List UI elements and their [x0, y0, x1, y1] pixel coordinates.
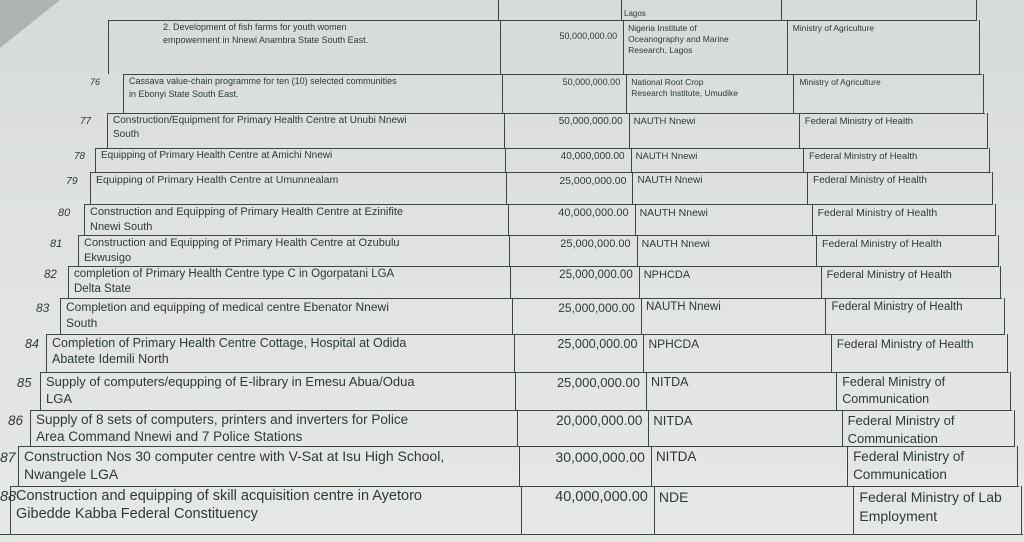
column-divider: [781, 0, 782, 20]
row-number: 84: [25, 337, 39, 351]
row-divider: [90, 172, 991, 173]
project-description: Construction/Equipment for Primary Health Centre at Unubi Nnewi: [113, 115, 407, 126]
supervising-ministry: Federal Ministry of: [847, 413, 955, 428]
column-divider: [836, 372, 837, 410]
column-divider: [998, 235, 999, 266]
column-divider: [626, 74, 627, 113]
project-description: Abatete Idemili North: [52, 352, 169, 366]
column-divider: [629, 113, 630, 148]
column-divider: [995, 204, 996, 235]
project-description: Gibedde Kabba Federal Constituency: [16, 506, 258, 522]
project-description: South: [66, 315, 98, 330]
column-divider: [1004, 298, 1005, 334]
column-divider: [831, 334, 832, 372]
row-number: 76: [90, 77, 101, 87]
row-number: 82: [44, 269, 57, 281]
column-divider: [803, 148, 804, 172]
amount-value: 25,000,000.00: [560, 238, 631, 250]
amount-value: 25,000,000.00: [558, 301, 635, 315]
project-description: Supply of 8 sets of computers, printers and inverters for Police: [36, 412, 409, 427]
supervising-ministry: Federal Ministry of Health: [822, 238, 942, 250]
column-divider: [1000, 266, 1001, 298]
supervising-ministry: Ministry of Agriculture: [792, 23, 874, 33]
column-divider: [631, 148, 632, 172]
column-divider: [979, 20, 980, 74]
supervising-ministry: Federal Ministry of Health: [831, 301, 963, 313]
column-divider: [793, 74, 794, 113]
amount-value: 25,000,000.00: [556, 375, 640, 390]
top-agency-fragment: Lagos: [624, 9, 646, 18]
column-divider: [842, 410, 843, 446]
supervising-ministry: Federal Ministry of Health: [836, 337, 974, 351]
implementing-agency: NAUTH Nnewi: [635, 151, 698, 162]
supervising-ministry: Communication: [842, 392, 930, 406]
implementing-agency: NAUTH Nnewi: [639, 207, 708, 219]
row-left-border: [90, 172, 91, 204]
implementing-agency: NITDA: [655, 449, 697, 464]
implementing-agency: NAUTH Nnewi: [645, 301, 721, 313]
supervising-ministry: Federal Ministry of Health: [804, 116, 913, 127]
row-left-border: [30, 410, 31, 446]
implementing-agency: NAUTH Nnewi: [637, 175, 703, 186]
amount-value: 50,000,000.00: [559, 31, 618, 41]
row-divider: [30, 410, 1012, 411]
supervising-ministry: Federal Ministry of Health: [813, 175, 927, 186]
row-divider: [107, 113, 985, 114]
project-description: Completion of Primary Health Centre Cottage, Hospital at Odida: [52, 336, 407, 350]
project-description: South: [113, 128, 140, 140]
page-fold-shadow: [0, 0, 60, 48]
project-description: Supply of computers/equpping of E-library in Emesu Abua/Odua: [46, 374, 415, 389]
column-divider: [976, 0, 977, 20]
column-divider: [509, 235, 510, 266]
column-divider: [812, 204, 813, 235]
supervising-ministry: Federal Ministry of Health: [809, 151, 918, 162]
amount-value: 25,000,000.00: [559, 269, 633, 281]
column-divider: [508, 204, 509, 235]
column-divider: [983, 74, 984, 113]
column-divider: [1017, 446, 1018, 486]
row-number: 78: [74, 151, 86, 162]
column-divider: [853, 486, 854, 534]
column-divider: [505, 148, 506, 172]
implementing-agency: NAUTH Nnewi: [633, 116, 696, 127]
column-divider: [1007, 334, 1008, 372]
implementing-agency: National Root Crop: [631, 77, 704, 87]
column-divider: [648, 410, 649, 446]
row-divider: [0, 534, 1023, 535]
project-description: Area Command Nnewi and 7 Police Stations: [36, 429, 303, 444]
column-divider: [807, 172, 808, 204]
row-left-border: [95, 148, 96, 172]
row-left-border: [18, 446, 19, 486]
amount-value: 25,000,000.00: [559, 175, 627, 187]
project-description: 2. Development of fish farms for youth women: [163, 22, 347, 32]
project-description: completion of Primary Health Centre type C in Ogorpatani LGA: [74, 268, 395, 280]
column-divider: [787, 20, 788, 74]
column-divider: [632, 172, 633, 204]
column-divider: [847, 446, 848, 486]
implementing-agency: Research Institute, Umudike: [631, 88, 738, 98]
row-divider: [40, 372, 1009, 373]
implementing-agency: NAUTH Nnewi: [641, 238, 710, 250]
project-description: Completion and equipping of medical centre Ebenator Nnewi: [66, 300, 389, 314]
column-divider: [992, 172, 993, 204]
row-number: 88: [0, 489, 17, 505]
project-description: Construction and equipping of skill acquisition centre in Ayetoro: [16, 488, 422, 504]
supervising-ministry: Federal Ministry of Health: [826, 269, 952, 281]
project-description: Equipping of Primary Health Centre at Amichi Nnewi: [101, 150, 333, 161]
column-divider: [987, 113, 988, 148]
amount-value: 40,000,000.00: [558, 207, 629, 219]
implementing-agency: NITDA: [650, 375, 689, 389]
implementing-agency: Research, Lagos: [628, 45, 693, 55]
column-divider: [816, 235, 817, 266]
column-divider: [643, 334, 644, 372]
row-number: 79: [66, 175, 78, 187]
column-divider: [651, 446, 652, 486]
row-left-border: [108, 20, 109, 74]
column-divider: [635, 204, 636, 235]
row-divider: [95, 148, 988, 149]
column-divider: [517, 410, 518, 446]
supervising-ministry: Employment: [859, 507, 938, 524]
amount-value: 50,000,000.00: [562, 77, 621, 87]
column-divider: [502, 74, 503, 113]
row-divider: [123, 74, 982, 75]
row-number: 77: [80, 116, 92, 127]
implementing-agency: NPHCDA: [643, 269, 691, 281]
row-number: 86: [8, 413, 24, 428]
column-divider: [637, 235, 638, 266]
column-divider: [639, 266, 640, 298]
implementing-agency: NPHCDA: [648, 337, 700, 351]
supervising-ministry: Federal Ministry of Health: [817, 207, 938, 219]
amount-value: 40,000,000.00: [560, 151, 625, 162]
column-divider: [641, 298, 642, 334]
project-description: Cassava value-chain programme for ten (10) selected communities: [129, 76, 397, 86]
project-description: Construction Nos 30 computer centre with V-Sat at Isu High School,: [24, 448, 445, 464]
row-number: 81: [50, 238, 63, 250]
column-divider: [521, 486, 522, 534]
row-number: 83: [36, 301, 50, 315]
project-description: Ekwusigo: [84, 251, 132, 264]
implementing-agency: NDE: [658, 489, 689, 505]
column-divider: [512, 298, 513, 334]
project-description: Equipping of Primary Health Centre at Umunnealam: [96, 174, 339, 186]
column-divider: [825, 298, 826, 334]
row-divider: [84, 204, 993, 205]
row-number: 80: [58, 207, 71, 219]
row-divider: [46, 334, 1005, 335]
amount-value: 30,000,000.00: [555, 449, 645, 465]
supervising-ministry: Federal Ministry of: [853, 449, 965, 464]
column-divider: [1021, 486, 1022, 534]
column-divider: [621, 0, 622, 20]
row-number: 87: [0, 449, 16, 465]
row-divider: [18, 446, 1015, 447]
column-divider: [515, 372, 516, 410]
column-divider: [821, 266, 822, 298]
row-left-border: [84, 204, 85, 235]
row-divider: [10, 486, 1019, 487]
project-description: LGA: [46, 390, 73, 406]
supervising-ministry: Ministry of Agriculture: [799, 77, 881, 87]
column-divider: [654, 486, 655, 534]
column-divider: [989, 148, 990, 172]
amount-value: 40,000,000.00: [555, 489, 648, 505]
row-divider: [60, 298, 1002, 299]
supervising-ministry: Federal Ministry of Lab: [859, 489, 1002, 505]
column-divider: [623, 20, 624, 74]
column-divider: [506, 172, 507, 204]
column-divider: [514, 334, 515, 372]
supervising-ministry: Federal Ministry of: [842, 375, 946, 389]
project-description: Nnewi South: [90, 220, 153, 233]
column-divider: [1010, 372, 1011, 410]
row-left-border: [60, 298, 61, 334]
row-left-border: [46, 334, 47, 372]
implementing-agency: Oceanography and Marine: [628, 34, 729, 44]
supervising-ministry: Communication: [853, 467, 947, 482]
column-divider: [498, 0, 499, 20]
row-divider: [108, 20, 977, 21]
project-description: Delta State: [74, 283, 131, 295]
amount-value: 50,000,000.00: [558, 116, 623, 127]
row-divider: [68, 266, 999, 267]
project-description: empowerment in Nnewi Anambra State South East.: [163, 34, 369, 45]
implementing-agency: Nigeria Institute of: [628, 23, 697, 33]
project-description: Construction and Equipping of Primary Health Centre at Ozubulu: [84, 237, 400, 249]
project-description: in Ebonyi State South East.: [129, 88, 239, 99]
project-description: Construction and Equipping of Primary Health Centre at Ezinifite: [90, 206, 404, 218]
row-left-border: [40, 372, 41, 410]
column-divider: [504, 113, 505, 148]
supervising-ministry: Communication: [847, 430, 938, 446]
amount-value: 25,000,000.00: [557, 337, 638, 351]
row-left-border: [107, 113, 108, 148]
project-description: Nwangele LGA: [24, 465, 119, 482]
column-divider: [1014, 410, 1015, 446]
row-number: 85: [17, 375, 32, 390]
column-divider: [510, 266, 511, 298]
implementing-agency: NITDA: [653, 413, 693, 428]
column-divider: [646, 372, 647, 410]
row-left-border: [78, 235, 79, 266]
row-left-border: [123, 74, 124, 113]
column-divider: [799, 113, 800, 148]
amount-value: 20,000,000.00: [556, 413, 643, 428]
row-divider: [78, 235, 996, 236]
column-divider: [500, 20, 501, 74]
column-divider: [519, 446, 520, 486]
row-left-border: [68, 266, 69, 298]
